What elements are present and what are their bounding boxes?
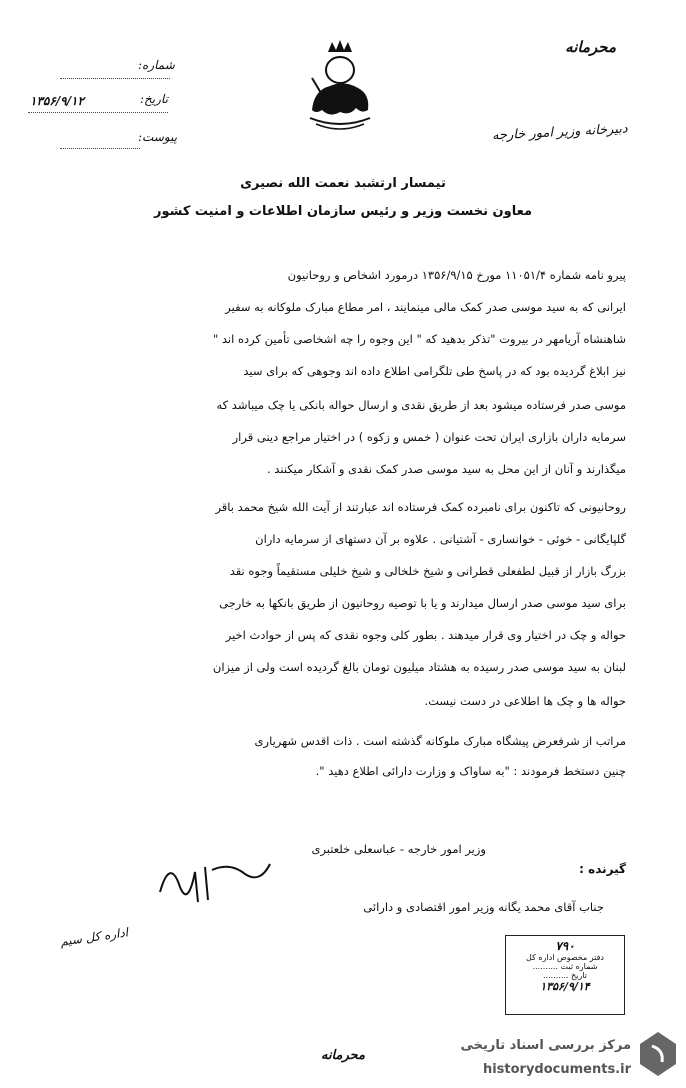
date-line [28, 112, 168, 113]
side-note: اداره کل سیم [59, 925, 129, 949]
stamp-office: دفتر مخصوص اداره کل [526, 953, 604, 962]
body-line: لبنان به سید موسی صدر رسیده به هشتاد میلیون تومان بالغ گردیده است ولی از میزان [212, 660, 626, 674]
recipient-line-2: معاون نخست وزیر و رئیس سازمان اطلاعات و امنیت کشور [153, 204, 533, 219]
signature-name: وزیر امور خارجه - عباسعلی خلعتبری [311, 842, 486, 856]
lion-and-sun-emblem [300, 40, 380, 132]
body-line: شاهنشاه آریامهر در بیروت "تذکر بدهید که " این وجوه را چه اشخاصی تأمین کرده اند " [212, 332, 626, 346]
body-line: گلپایگانی - خوئی - خوانساری - آشتیانی . علاوه بر آن دستهای از سرمایه داران [255, 532, 626, 546]
date-label: تاریخ: [140, 92, 168, 106]
body-line: حواله و چک در اختیار وی قرار میدهند . بطور کلی وجوه نقدی که پس از حوادث اخیر [225, 628, 626, 642]
stamp-date-value: ۱۳۵۶/۹/۱۴ [540, 980, 590, 993]
number-line [60, 78, 170, 79]
body-line: حواله ها و چک ها اطلاعی در دست نیست. [424, 694, 626, 708]
date-value: ۱۳۵۶/۹/۱۲ [30, 94, 84, 108]
body-line: بزرگ بازار از قبیل لطفعلی قطرانی و شیخ خلخالی و شیخ خلیلی مستقیماً وجوه نقد [229, 564, 626, 578]
recipient-line-1: تیمسار ارتشبد نعمت الله نصیری [240, 176, 446, 191]
body-line: سرمایه داران بازاری ایران تحت عنوان ( خمس و زکوه ) در اختیار مراجع دینی قرار [232, 430, 626, 444]
classification-label-bottom: محرمانه [320, 1048, 366, 1063]
attachment-line [60, 148, 140, 149]
cc-line: جناب آقای محمد یگانه وزیر امور اقتصادی و دارائی [363, 900, 604, 914]
body-line: میگذارند و آنان از این محل به سید موسی صدر کمک نقدی و آشکار میکنند . [267, 462, 626, 476]
watermark-title: مرکز بررسی اسناد تاریخی [460, 1038, 631, 1053]
body-line: پیرو نامه شماره ۱۱۰۵۱/۴ مورخ ۱۳۵۶/۹/۱۵ درمورد اشخاص و روحانیون [287, 268, 626, 282]
emblem-icon [300, 40, 380, 132]
stamp-number: ۷۹۰ [555, 939, 575, 953]
body-line: مراتب از شرفعرض پیشگاه مبارک ملوکانه گذشته است . ذات اقدس شهریاری [254, 734, 626, 748]
attachment-label: پیوست: [138, 130, 178, 144]
body-line: برای سید موسی صدر ارسال میدارند و یا با توصیه روحانیون از طریق بانکها به خارجی [219, 596, 626, 610]
cc-label: گیرنده : [579, 862, 626, 876]
body-line: موسی صدر فرستاده میشود بعد از طریق نقدی و ارسال حواله بانکی یا چک میباشد که [216, 398, 626, 412]
registry-stamp [505, 935, 625, 1015]
body-line: روحانیونی که تاکنون برای نامبرده کمک فرستاده اند عبارتند از آیت الله شیخ محمد باقر [215, 500, 626, 514]
body-line: چنین دستخط فرمودند : "به ساواک و وزارت دارائی اطلاع دهید ". [315, 764, 626, 778]
watermark-url: historydocuments.ir [482, 1062, 631, 1077]
watermark-logo [638, 1030, 678, 1078]
number-label: شماره: [138, 58, 175, 72]
stamp-date-label: تاریخ .......... [543, 971, 587, 980]
watermark-logo-icon [638, 1030, 678, 1078]
handwritten-signature [150, 852, 280, 912]
ministry-label: دبیرخانه وزیر امور خارجه [492, 121, 629, 144]
classification-label-top: محرمانه [565, 38, 616, 56]
body-line: ایرانی که به سید موسی صدر کمک مالی مینمایند ، امر مطاع مبارک ملوکانه به سفیر [225, 300, 626, 314]
stamp-reg-number: شماره ثبت .......... [532, 962, 598, 971]
body-line: نیز ابلاغ گردیده بود که در پاسخ طی تلگرامی اطلاع داده اند وجوهی که برای سید [243, 364, 626, 378]
